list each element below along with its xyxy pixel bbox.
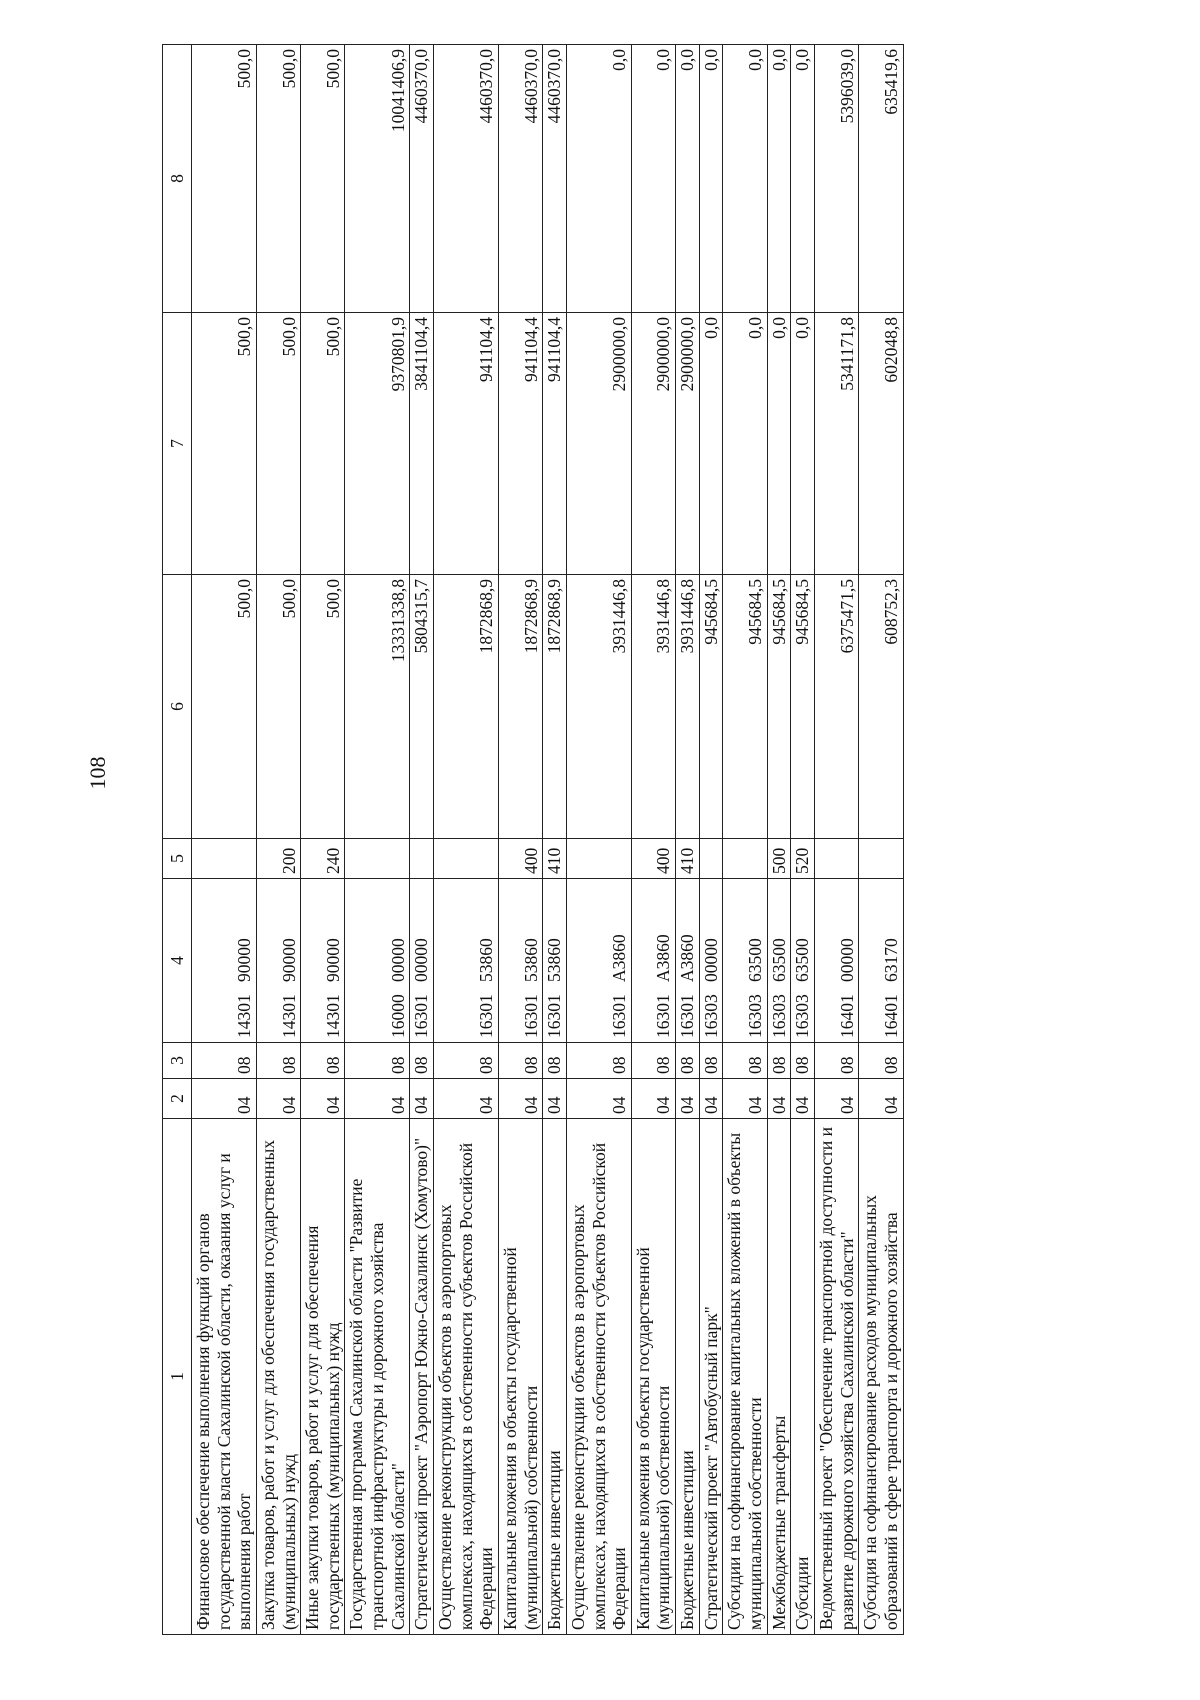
amount-col-8: 10041406,9 — [345, 45, 410, 313]
amount-col-8: 0,0 — [723, 45, 767, 313]
expense-type-code: 500 — [767, 839, 791, 879]
amount-col-8: 0,0 — [767, 45, 791, 313]
header-cell: 2 — [163, 1079, 192, 1119]
row-name: Государственная программа Сахалинской области "Развитие транспортной инфраструктуры и дорожного хозяйства Сахалинской области" — [345, 1119, 410, 1635]
expense-type-code: 240 — [301, 839, 345, 879]
amount-col-6: 945684,5 — [699, 575, 723, 839]
expense-type-code: 400 — [498, 839, 542, 879]
table-row — [767, 45, 791, 1635]
direction-code: 53860 — [520, 938, 541, 982]
amount-col-7: 0,0 — [791, 313, 815, 575]
amount-col-8: 0,0 — [676, 45, 700, 313]
section-code: 04 — [631, 1079, 675, 1119]
amount-col-6: 3931446,8 — [566, 575, 631, 839]
header-cell: 6 — [163, 575, 192, 839]
amount-col-6: 6375471,5 — [814, 575, 858, 839]
target-article-code — [699, 879, 723, 1043]
table-row — [676, 45, 700, 1635]
header-cell: 3 — [163, 1043, 192, 1079]
amount-col-7: 9370801,9 — [345, 313, 410, 575]
expense-type-code — [410, 839, 434, 879]
subsection-code: 08 — [791, 1043, 815, 1079]
subsection-code: 08 — [301, 1043, 345, 1079]
program-code: 16301 — [544, 994, 565, 1038]
target-article-code — [566, 879, 631, 1043]
expense-type-code: 410 — [543, 839, 567, 879]
amount-col-6: 13331338,8 — [345, 575, 410, 839]
amount-col-8: 4460370,0 — [434, 45, 499, 313]
amount-col-6: 945684,5 — [791, 575, 815, 839]
amount-col-6: 608752,3 — [859, 575, 903, 839]
amount-col-7: 3841104,4 — [410, 313, 434, 575]
amount-col-8: 0,0 — [699, 45, 723, 313]
amount-col-6: 1872868,9 — [498, 575, 542, 839]
section-code: 04 — [256, 1079, 300, 1119]
table-row — [256, 45, 300, 1635]
direction-code: 00000 — [700, 938, 721, 982]
subsection-code: 08 — [410, 1043, 434, 1079]
section-code: 04 — [301, 1079, 345, 1119]
target-article-code — [434, 879, 499, 1043]
row-name: Субсидия на софинансирование расходов муниципальных образований в сфере транспорта и дорожного хозяйства — [859, 1119, 903, 1635]
program-code: 14301 — [278, 994, 299, 1038]
program-code: 16301 — [609, 994, 630, 1038]
direction-code: 00000 — [836, 938, 857, 982]
expense-type-code — [859, 839, 903, 879]
table-row — [566, 45, 631, 1635]
amount-col-7: 602048,8 — [859, 313, 903, 575]
target-article-code — [543, 879, 567, 1043]
table-row — [814, 45, 858, 1635]
subsection-code: 08 — [256, 1043, 300, 1079]
section-code: 04 — [767, 1079, 791, 1119]
amount-col-8: 4460370,0 — [410, 45, 434, 313]
table-row — [699, 45, 723, 1635]
row-name: Капитальные вложения в объекты государственной (муниципальной) собственности — [631, 1119, 675, 1635]
row-name: Закупка товаров, работ и услуг для обеспечения государственных (муниципальных) нужд — [256, 1119, 300, 1635]
target-article-code — [723, 879, 767, 1043]
budget-table — [162, 44, 904, 1635]
subsection-code: 08 — [767, 1043, 791, 1079]
table-row — [410, 45, 434, 1635]
section-code: 04 — [543, 1079, 567, 1119]
header-row — [163, 45, 192, 1635]
subsection-code: 08 — [498, 1043, 542, 1079]
row-name: Субсидии на софинансирование капитальных вложений в объекты муниципальной собственности — [723, 1119, 767, 1635]
program-code: 14301 — [234, 994, 255, 1038]
subsection-code: 08 — [859, 1043, 903, 1079]
amount-col-6: 945684,5 — [723, 575, 767, 839]
program-code: 16301 — [677, 994, 698, 1038]
amount-col-8: 500,0 — [192, 45, 257, 313]
subsection-code: 08 — [192, 1043, 257, 1079]
header-cell: 5 — [163, 839, 192, 879]
amount-col-6: 1872868,9 — [434, 575, 499, 839]
table-row — [301, 45, 345, 1635]
direction-code: 00000 — [411, 938, 432, 982]
table-row — [791, 45, 815, 1635]
expense-type-code: 410 — [676, 839, 700, 879]
header-cell: 1 — [163, 1119, 192, 1635]
page-number: 108 — [85, 756, 110, 790]
amount-col-6: 500,0 — [192, 575, 257, 839]
header-cell: 7 — [163, 313, 192, 575]
row-name: Ведомственный проект "Обеспечение транспортной доступности и развитие дорожного хозяйства Сахалинской области" — [814, 1119, 858, 1635]
section-code: 04 — [434, 1079, 499, 1119]
target-article-code — [859, 879, 903, 1043]
expense-type-code: 200 — [256, 839, 300, 879]
program-code: 16303 — [792, 994, 813, 1038]
program-code: 16301 — [520, 994, 541, 1038]
section-code: 04 — [498, 1079, 542, 1119]
table-row — [723, 45, 767, 1635]
direction-code: 53860 — [544, 938, 565, 982]
amount-col-8: 4460370,0 — [498, 45, 542, 313]
amount-col-7: 5341171,8 — [814, 313, 858, 575]
row-name: Стратегический проект "Автобусный парк" — [699, 1119, 723, 1635]
section-code: 04 — [192, 1079, 257, 1119]
amount-col-7: 941104,4 — [434, 313, 499, 575]
amount-col-7: 0,0 — [767, 313, 791, 575]
program-code: 16000 — [387, 994, 408, 1038]
table-row — [543, 45, 567, 1635]
expense-type-code — [434, 839, 499, 879]
target-article-code — [631, 879, 675, 1043]
row-name: Бюджетные инвестиции — [543, 1119, 567, 1635]
direction-code: 90000 — [322, 938, 343, 982]
header-cell: 8 — [163, 45, 192, 313]
section-code: 04 — [699, 1079, 723, 1119]
section-code: 04 — [859, 1079, 903, 1119]
subsection-code: 08 — [566, 1043, 631, 1079]
direction-code: 63500 — [768, 938, 789, 982]
row-name: Осуществление реконструкции объектов в аэропортовых комплексах, находящихся в собственности субъектов Российской Федерации — [566, 1119, 631, 1635]
section-code: 04 — [566, 1079, 631, 1119]
row-name: Стратегический проект "Аэропорт Южно-Сахалинск (Хомутово)" — [410, 1119, 434, 1635]
program-code: 16401 — [836, 994, 857, 1038]
section-code: 04 — [723, 1079, 767, 1119]
subsection-code: 08 — [814, 1043, 858, 1079]
expense-type-code — [192, 839, 257, 879]
amount-col-7: 941104,4 — [543, 313, 567, 575]
subsection-code: 08 — [345, 1043, 410, 1079]
amount-col-7: 500,0 — [192, 313, 257, 575]
table-row — [631, 45, 675, 1635]
amount-col-7: 941104,4 — [498, 313, 542, 575]
direction-code: 63500 — [792, 938, 813, 982]
program-code: 14301 — [322, 994, 343, 1038]
row-name: Осуществление реконструкции объектов в аэропортовых комплексах, находящихся в собственности субъектов Российской Федерации — [434, 1119, 499, 1635]
amount-col-6: 3931446,8 — [676, 575, 700, 839]
program-code: 16301 — [476, 994, 497, 1038]
target-article-code — [767, 879, 791, 1043]
amount-col-6: 500,0 — [301, 575, 345, 839]
direction-code: 63500 — [745, 938, 766, 982]
target-article-code — [301, 879, 345, 1043]
amount-col-7: 2900000,0 — [676, 313, 700, 575]
amount-col-8: 0,0 — [631, 45, 675, 313]
program-code: 16303 — [768, 994, 789, 1038]
row-name: Иные закупки товаров, работ и услуг для обеспечения государственных (муниципальных) нужд — [301, 1119, 345, 1635]
amount-col-8: 5396039,0 — [814, 45, 858, 313]
amount-col-6: 945684,5 — [767, 575, 791, 839]
direction-code: 63170 — [880, 938, 901, 982]
program-code: 16303 — [745, 994, 766, 1038]
program-code: 16301 — [653, 994, 674, 1038]
subsection-code: 08 — [699, 1043, 723, 1079]
section-code: 04 — [814, 1079, 858, 1119]
expense-type-code — [723, 839, 767, 879]
target-article-code — [345, 879, 410, 1043]
row-name: Бюджетные инвестиции — [676, 1119, 700, 1635]
subsection-code: 08 — [676, 1043, 700, 1079]
target-article-code — [791, 879, 815, 1043]
subsection-code: 08 — [543, 1043, 567, 1079]
amount-col-8: 4460370,0 — [543, 45, 567, 313]
table-row — [434, 45, 499, 1635]
amount-col-8: 500,0 — [256, 45, 300, 313]
target-article-code — [814, 879, 858, 1043]
amount-col-7: 0,0 — [699, 313, 723, 575]
expense-type-code: 520 — [791, 839, 815, 879]
program-code: 16303 — [700, 994, 721, 1038]
amount-col-6: 1872868,9 — [543, 575, 567, 839]
amount-col-6: 5804315,7 — [410, 575, 434, 839]
expense-type-code — [699, 839, 723, 879]
section-code: 04 — [410, 1079, 434, 1119]
expense-type-code — [566, 839, 631, 879]
expense-type-code — [345, 839, 410, 879]
table-row — [345, 45, 410, 1635]
subsection-code: 08 — [723, 1043, 767, 1079]
direction-code: А3860 — [609, 934, 630, 982]
row-name: Субсидии — [791, 1119, 815, 1635]
amount-col-8: 635419,6 — [859, 45, 903, 313]
amount-col-7: 2900000,0 — [566, 313, 631, 575]
program-code: 16301 — [411, 994, 432, 1038]
header-cell: 4 — [163, 879, 192, 1043]
section-code: 04 — [345, 1079, 410, 1119]
amount-col-7: 500,0 — [301, 313, 345, 575]
amount-col-7: 2900000,0 — [631, 313, 675, 575]
amount-col-6: 500,0 — [256, 575, 300, 839]
row-name: Капитальные вложения в объекты государственной (муниципальной) собственности — [498, 1119, 542, 1635]
target-article-code — [192, 879, 257, 1043]
amount-col-8: 500,0 — [301, 45, 345, 313]
subsection-code: 08 — [631, 1043, 675, 1079]
section-code: 04 — [791, 1079, 815, 1119]
table-row — [498, 45, 542, 1635]
direction-code: А3860 — [653, 934, 674, 982]
subsection-code: 08 — [434, 1043, 499, 1079]
direction-code: 00000 — [387, 938, 408, 982]
expense-type-code: 400 — [631, 839, 675, 879]
row-name: Межбюджетные трансферты — [767, 1119, 791, 1635]
table-row — [192, 45, 257, 1635]
row-name: Финансовое обеспечение выполнения функций органов государственной власти Сахалинской области, оказания услуг и выполнения работ — [192, 1119, 257, 1635]
section-code: 04 — [676, 1079, 700, 1119]
direction-code: 53860 — [476, 938, 497, 982]
target-article-code — [498, 879, 542, 1043]
rotated-page-content — [162, 45, 1042, 1635]
amount-col-6: 3931446,8 — [631, 575, 675, 839]
program-code: 16401 — [880, 994, 901, 1038]
amount-col-7: 0,0 — [723, 313, 767, 575]
amount-col-7: 500,0 — [256, 313, 300, 575]
direction-code: А3860 — [677, 934, 698, 982]
amount-col-8: 0,0 — [566, 45, 631, 313]
target-article-code — [676, 879, 700, 1043]
amount-col-8: 0,0 — [791, 45, 815, 313]
expense-type-code — [814, 839, 858, 879]
target-article-code — [256, 879, 300, 1043]
table-row — [859, 45, 903, 1635]
direction-code: 90000 — [234, 938, 255, 982]
direction-code: 90000 — [278, 938, 299, 982]
target-article-code — [410, 879, 434, 1043]
table-body — [192, 45, 904, 1635]
